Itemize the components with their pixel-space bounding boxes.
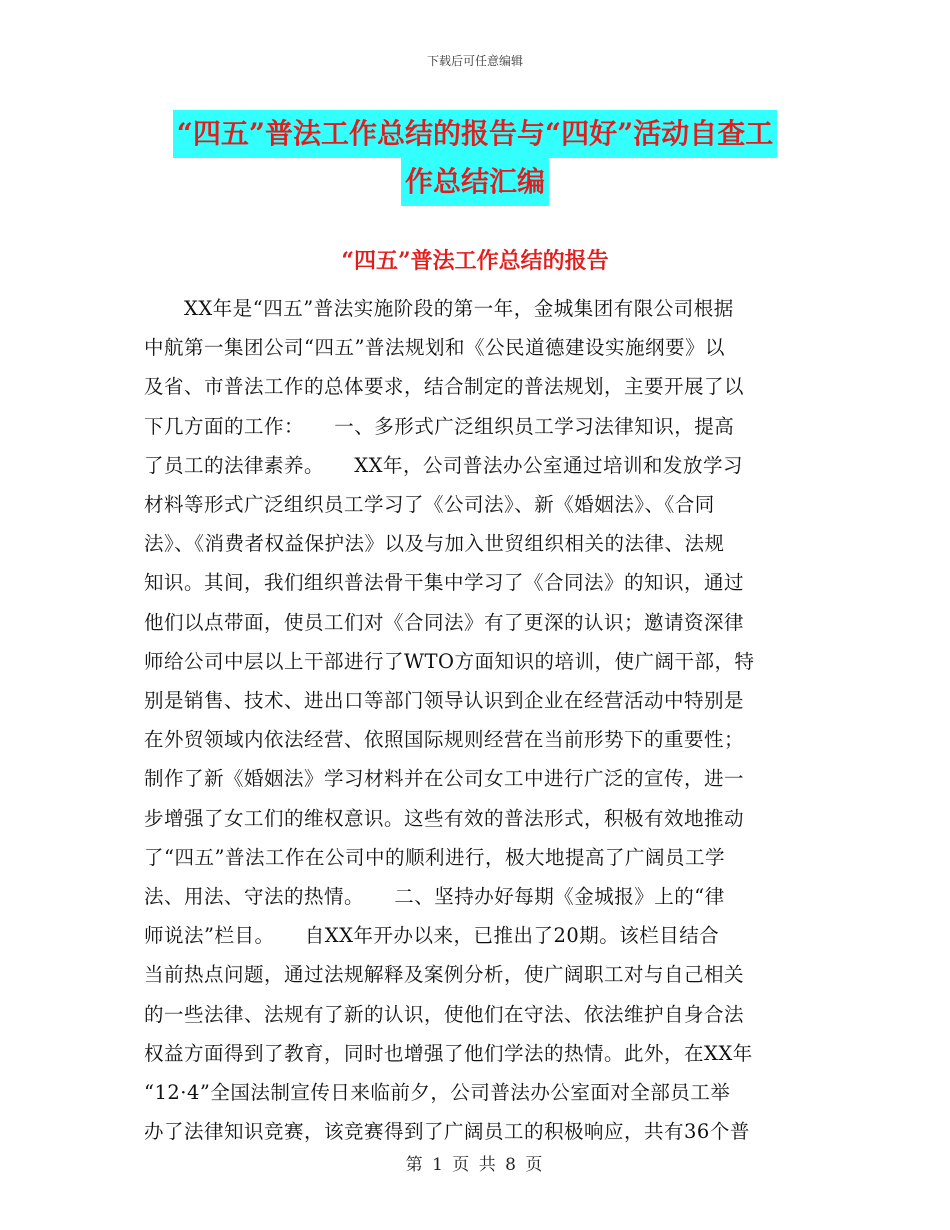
document-title <box>0 110 950 206</box>
body-line: 制作了新《婚姻法》学习材料并在公司女工中进行广泛的宣传，进一 <box>144 767 745 791</box>
body-line: 知识。其间，我们组织普法骨干集中学习了《合同法》的知识，通过 <box>144 571 745 595</box>
body-line: 别是销售、技术、进出口等部门领导认识到企业在经营活动中特别是 <box>144 689 745 713</box>
body-line: 中航第一集团公司“四五”普法规划和《公民道德建设实施纲要》以 <box>144 336 725 360</box>
body-line: 在外贸领域内依法经营、依照国际规则经营在当前形势下的重要性； <box>144 728 745 752</box>
body-line: 步增强了女工们的维权意识。这些有效的普法形式，积极有效地推动 <box>144 806 745 830</box>
body-line: 法、用法、守法的热情。 二、坚持办好每期《金城报》上的“律 <box>144 885 725 909</box>
section-title: “四五”普法工作总结的报告 <box>341 248 609 274</box>
body-line: 师给公司中层以上干部进行了WTO方面知识的培训，使广阔干部，特 <box>144 649 755 673</box>
body-line: 及省、市普法工作的总体要求，结合制定的普法规划，主要开展了以 <box>144 375 745 399</box>
body-line: 下几方面的工作： 一、多形式广泛组织员工学习法律知识，提高 <box>144 414 735 438</box>
body-line: 材料等形式广泛组织员工学习了《公司法》、新《婚姻法》、《合同 <box>144 493 715 517</box>
body-line: 师说法”栏目。 自XX年开办以来，已推出了20期。该栏目结合 <box>144 924 720 948</box>
document-title-line-2: 作总结汇编 <box>401 158 549 206</box>
body-line: 当前热点问题，通过法规解释及案例分析，使广阔职工对与自己相关 <box>144 963 745 987</box>
header-note: 下载后可任意编辑 <box>426 54 523 68</box>
page-number-footer: 第 1 页 共 8 页 <box>405 1155 545 1175</box>
body-line: 权益方面得到了教育，同时也增强了他们学法的热情。此外，在XX年 <box>144 1041 753 1065</box>
body-line: 他们以点带面，使员工们对《合同法》有了更深的认识；邀请资深律 <box>144 610 745 634</box>
body-line: 的一些法律、法规有了新的认识，使他们在守法、依法维护自身合法 <box>144 1002 745 1026</box>
document-title-line-1: “四五”普法工作总结的报告与“四好”活动自查工 <box>173 110 777 158</box>
body-line: 法》、《消费者权益保护法》以及与加入世贸组织相关的法律、法规 <box>144 532 725 556</box>
body-line: XX年是“四五”普法实施阶段的第一年，金城集团有限公司根据 <box>144 297 734 320</box>
body-line: 了“四五”普法工作在公司中的顺利进行，极大地提高了广阔员工学 <box>144 845 725 869</box>
body-line: “12·4”全国法制宣传日来临前夕，公司普法办公室面对全部员工举 <box>144 1081 731 1105</box>
body-text <box>144 289 808 1151</box>
body-line: 办了法律知识竞赛，该竞赛得到了广阔员工的积极响应，共有36个普 <box>144 1120 750 1144</box>
body-line: 了员工的法律素养。 XX年，公司普法办公室通过培训和发放学习 <box>144 453 744 477</box>
